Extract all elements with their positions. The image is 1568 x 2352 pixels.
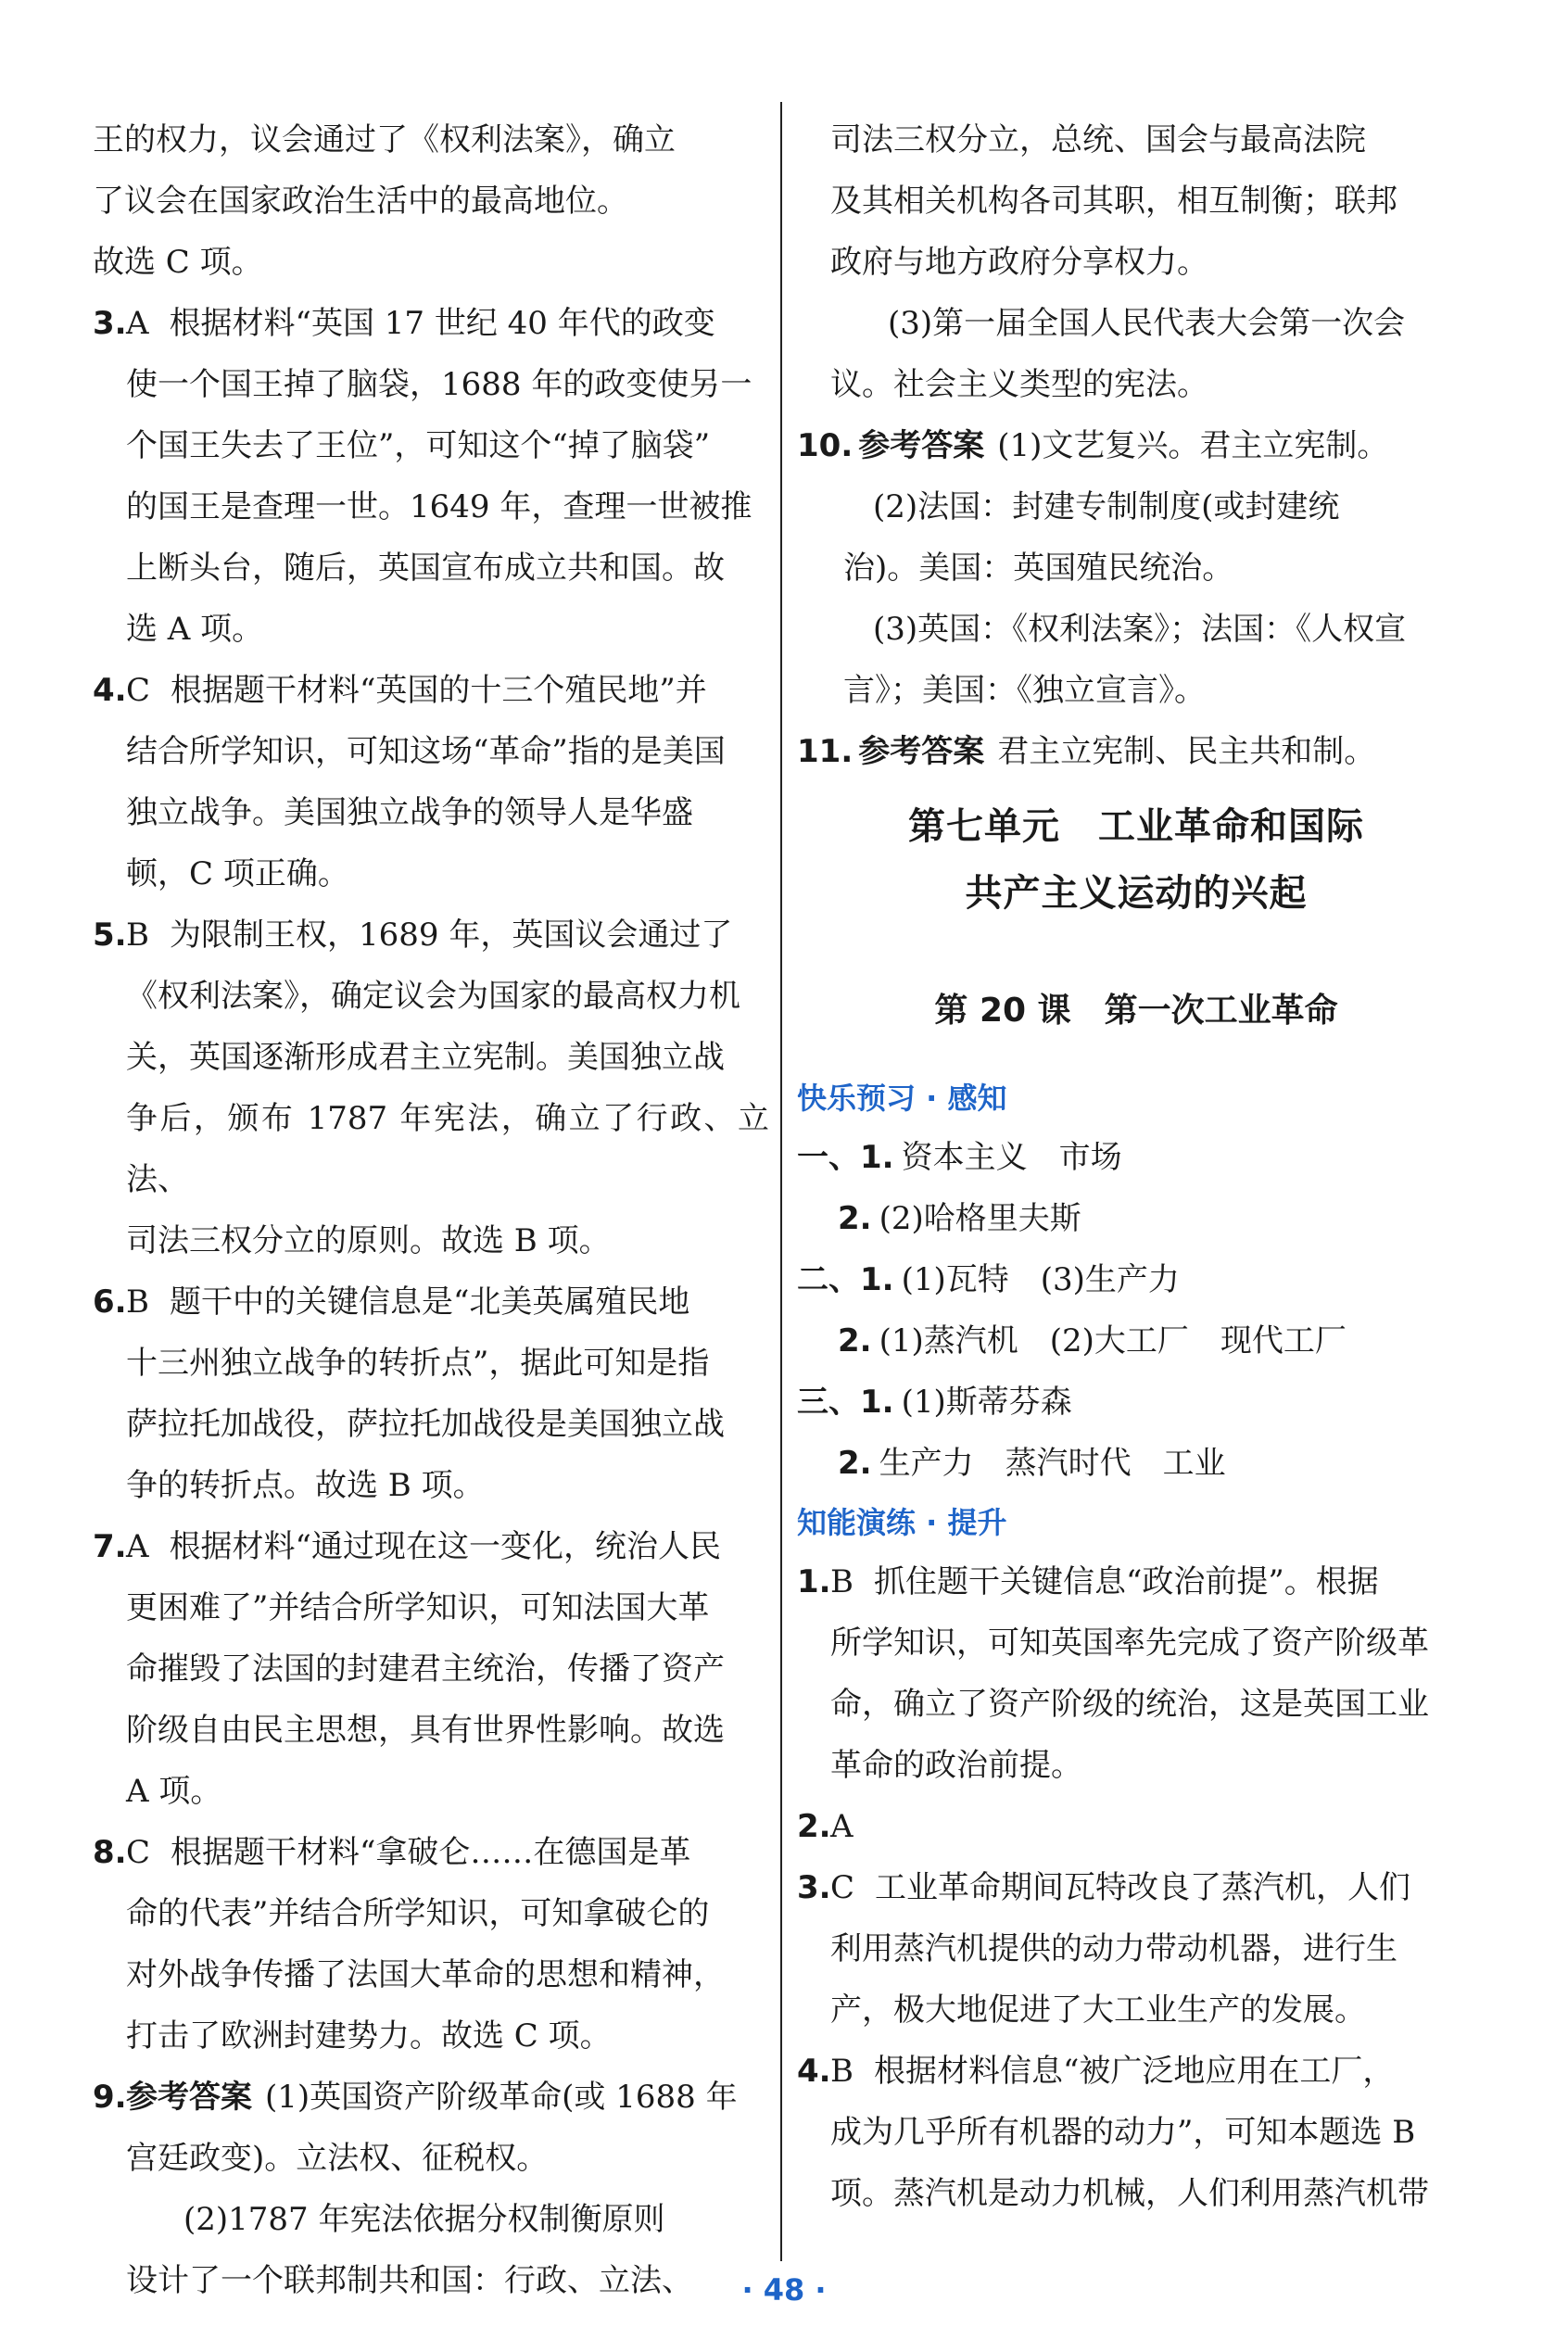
column-divider (780, 102, 782, 2261)
text-line: 项。蒸汽机是动力机械，人们利用蒸汽机带 (830, 2175, 1429, 2212)
practice-answers (797, 1551, 1475, 2224)
item-number: 2. (797, 1808, 831, 1845)
section-heading-preview: 快乐预习 · 感知 (797, 1081, 1007, 1116)
text-line: (2)法国：封建专制制度(或封建统 (873, 488, 1340, 525)
answer-letter: A (830, 1808, 854, 1845)
answer-item (93, 1516, 769, 1822)
text-line: 司法三权分立，总统、国会与最高法院 (830, 121, 1366, 158)
item-number: 3. (797, 1869, 831, 1906)
lesson-title: 第 20 课 第一次工业革命 (934, 992, 1338, 1030)
reference-answer-label: 参考答案 (126, 2079, 252, 2116)
line-number: 一、1. (797, 1139, 894, 1176)
text-line: 根据题干材料“拿破仑……在德国是革 (171, 1834, 691, 1871)
item-number: 8. (93, 1834, 127, 1871)
page-number: · 48 · (741, 2272, 827, 2308)
line-text: 资本主义 市场 (901, 1139, 1122, 1176)
text-line: 抓住题干关键信息“政治前提”。根据 (874, 1563, 1379, 1600)
answer-letter: B (126, 917, 149, 954)
text-line: 关，英国逐渐形成君主立宪制。美国独立战 (126, 1039, 725, 1076)
intro-paragraph (93, 109, 769, 293)
preview-answers (797, 1127, 1475, 1494)
text-line: 君主立宪制、民主共和制。 (997, 733, 1376, 770)
line-text: 生产力 蒸汽时代 工业 (879, 1445, 1226, 1482)
item9-continuation (797, 109, 1475, 415)
unit-title-line: 第七单元 工业革命和国际 (908, 805, 1364, 848)
text-line: (3)第一届全国人民代表大会第一次会 (888, 305, 1406, 342)
text-line: 成为几乎所有机器的动力”，可知本题选 B (830, 2114, 1416, 2151)
item-number: 11. (797, 733, 854, 770)
text-line: 使一个国王掉了脑袋，1688 年的政变使另一 (126, 366, 752, 403)
text-line: 为限制王权，1689 年，英国议会通过了 (170, 917, 733, 954)
line-text: (1)斯蒂芬森 (901, 1384, 1072, 1421)
text-line: 议。社会主义类型的宪法。 (830, 366, 1208, 403)
text-line: 利用蒸汽机提供的动力带动机器，进行生 (830, 1930, 1397, 1967)
answer-letter: B (830, 2053, 854, 2090)
answer-letter: A (126, 1528, 149, 1565)
preview-line (797, 1249, 1475, 1310)
item-number: 7. (93, 1528, 127, 1565)
line-number: 2. (838, 1322, 872, 1359)
answer-item (93, 293, 769, 660)
line-number: 二、1. (797, 1261, 894, 1298)
answer-item (797, 1857, 1475, 2041)
text-line: 司法三权分立的原则。故选 B 项。 (126, 1222, 611, 1259)
answer-item (93, 904, 769, 1271)
answer-item (797, 1551, 1475, 1796)
text-line: 设计了一个联邦制共和国：行政、立法、 (126, 2262, 693, 2299)
answer-letter: A (126, 305, 149, 342)
text-line: 命摧毁了法国的封建君主统治，传播了资产 (126, 1650, 725, 1688)
text-line: 所学知识，可知英国率先完成了资产阶级革 (830, 1625, 1429, 1662)
text-line: A 项。 (126, 1773, 222, 1810)
text-line: 萨拉托加战役，萨拉托加战役是美国独立战 (126, 1406, 725, 1443)
text-line: 结合所学知识，可知这场“革命”指的是美国 (126, 733, 726, 770)
item-number: 10. (797, 427, 854, 464)
answer-item (797, 1796, 1475, 1857)
text-line: 产，极大地促进了大工业生产的发展。 (830, 1992, 1366, 2029)
text-line: 根据材料信息“被广泛地应用在工厂， (874, 2053, 1395, 2090)
answer-letter: B (830, 1563, 854, 1600)
text-line: 王的权力，议会通过了《权利法案》，确立 (93, 121, 676, 158)
line-number: 2. (838, 1200, 872, 1237)
preview-line (797, 1433, 1475, 1494)
item-number: 4. (797, 2053, 831, 2090)
text-line: 根据材料“英国 17 世纪 40 年代的政变 (169, 305, 715, 342)
text-line: 政府与地方政府分享权力。 (830, 244, 1208, 281)
text-line: 根据材料“通过现在这一变化，统治人民 (169, 1528, 721, 1565)
text-line: 根据题干材料“英国的十三个殖民地”并 (171, 672, 707, 709)
text-line: 了议会在国家政治生活中的最高地位。 (93, 183, 628, 220)
text-line: 言》；美国：《独立宣言》。 (843, 672, 1206, 709)
text-line: 争后，颁布 1787 年宪法，确立了行政、立法、 (126, 1100, 769, 1198)
text-line: 命的代表”并结合所学知识，可知拿破仑的 (126, 1895, 710, 1932)
text-line: 的国王是查理一世。1649 年，查理一世被推 (126, 488, 752, 525)
left-answer-items (93, 293, 769, 2067)
text-line: 争的转折点。故选 B 项。 (126, 1467, 485, 1504)
item-number: 5. (93, 917, 127, 954)
text-line: 更困难了”并结合所学知识，可知法国大革 (126, 1589, 710, 1626)
text-line: 治)。美国：英国殖民统治。 (843, 550, 1234, 587)
reference-answer-label: 参考答案 (858, 733, 985, 770)
text-line: 对外战争传播了法国大革命的思想和精神， (126, 1956, 725, 1993)
text-line: 工业革命期间瓦特改良了蒸汽机，人们 (875, 1869, 1411, 1906)
text-line: 个国王失去了王位”，可知这个“掉了脑袋” (126, 427, 711, 464)
answer-item-10 (797, 415, 1475, 721)
item-number: 1. (797, 1563, 831, 1600)
text-line: 革命的政治前提。 (830, 1747, 1082, 1784)
text-line: 顿，C 项正确。 (126, 855, 349, 892)
unit-title (797, 793, 1475, 927)
text-line: 打击了欧洲封建势力。故选 C 项。 (126, 2017, 612, 2055)
text-line: (2)1787 年宪法依据分权制衡原则 (183, 2201, 665, 2238)
answer-item (93, 660, 769, 904)
line-text: (1)蒸汽机 (2)大工厂 现代工厂 (879, 1322, 1347, 1359)
item-number: 3. (93, 305, 127, 342)
left-column (93, 109, 769, 2311)
line-text: (2)哈格里夫斯 (879, 1200, 1081, 1237)
text-line: 选 A 项。 (126, 611, 264, 648)
line-text: (1)瓦特 (3)生产力 (901, 1261, 1180, 1298)
text-line: 十三州独立战争的转折点”，据此可知是指 (126, 1345, 710, 1382)
answer-item-11 (797, 721, 1475, 782)
line-number: 三、1. (797, 1384, 894, 1421)
answer-item (93, 1271, 769, 1516)
preview-line (797, 1188, 1475, 1249)
answer-letter: B (126, 1283, 149, 1321)
unit-title-line: 共产主义运动的兴起 (965, 872, 1308, 915)
text-line: 独立战争。美国独立战争的领导人是华盛 (126, 794, 693, 831)
preview-line (797, 1127, 1475, 1188)
right-column (797, 109, 1475, 2224)
text-line: 及其相关机构各司其职，相互制衡；联邦 (830, 183, 1397, 220)
text-line: 《权利法案》，确定议会为国家的最高权力机 (126, 978, 740, 1015)
answer-item (93, 1822, 769, 2067)
item-number: 9. (93, 2079, 127, 2116)
text-line: (3)英国：《权利法案》；法国：《人权宣 (873, 611, 1407, 648)
text-line: 题干中的关键信息是“北美英属殖民地 (170, 1283, 690, 1321)
text-line: (1)文艺复兴。君主立宪制。 (997, 427, 1389, 464)
answer-letter: C (830, 1869, 855, 1906)
preview-line (797, 1372, 1475, 1433)
answer-letter: C (126, 672, 151, 709)
reference-answer-label: 参考答案 (858, 427, 985, 464)
text-line: 命，确立了资产阶级的统治，这是英国工业 (830, 1686, 1429, 1723)
text-line: 宫廷政变)。立法权、征税权。 (126, 2140, 549, 2177)
text-line: 上断头台，随后，英国宣布成立共和国。故 (126, 550, 725, 587)
text-line: (1)英国资产阶级革命(或 1688 年 (265, 2079, 738, 2116)
section-heading-practice: 知能演练 · 提升 (797, 1505, 1007, 1540)
preview-line (797, 1310, 1475, 1372)
answer-item (797, 2041, 1475, 2224)
text-line: 阶级自由民主思想，具有世界性影响。故选 (126, 1712, 725, 1749)
answer-letter: C (126, 1834, 151, 1871)
item-number: 4. (93, 672, 127, 709)
item-number: 6. (93, 1283, 127, 1321)
text-line: 故选 C 项。 (93, 244, 263, 281)
line-number: 2. (838, 1445, 872, 1482)
